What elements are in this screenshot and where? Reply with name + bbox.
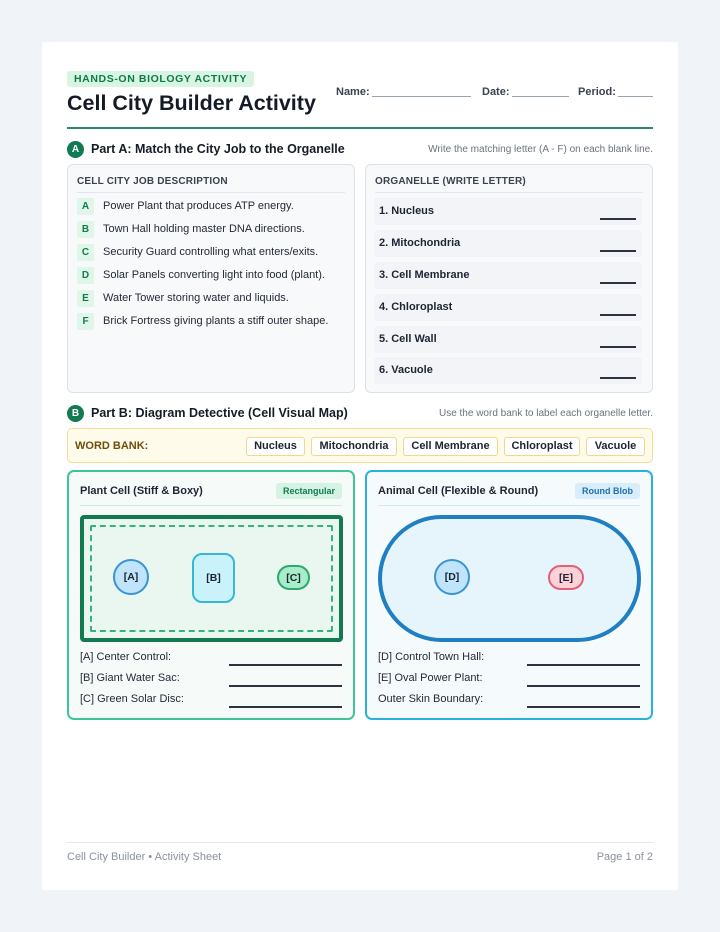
activity-sheet	[42, 42, 678, 890]
animal-cell-card	[365, 470, 653, 720]
date-line	[512, 96, 569, 97]
organelle-name: 5. Cell Wall	[379, 333, 437, 345]
period-label: Period:	[578, 86, 616, 98]
answer-blank[interactable]	[600, 314, 636, 316]
part-a-badge: A	[67, 141, 84, 158]
job-item	[77, 244, 347, 261]
jobs-divider	[77, 192, 345, 193]
answer-blank[interactable]	[600, 377, 636, 379]
footer-divider	[67, 842, 653, 843]
period-field[interactable]	[578, 86, 616, 98]
job-letter: D	[77, 267, 94, 284]
organelle-name: 3. Cell Membrane	[379, 269, 470, 281]
job-letter: C	[77, 244, 94, 261]
answer-blank[interactable]	[600, 346, 636, 348]
job-text: Brick Fortress giving plants a stiff outer shape.	[103, 315, 329, 327]
part-a-hint: Write the matching letter (A - F) on each blank line.	[428, 144, 653, 155]
organelles-panel	[365, 164, 653, 393]
label-row	[378, 693, 640, 709]
organelle-row	[374, 326, 642, 353]
organelle-name: 1. Nucleus	[379, 205, 435, 217]
label-row	[378, 651, 640, 667]
job-text: Water Tower storing water and liquids.	[103, 292, 289, 304]
answer-blank[interactable]	[229, 664, 342, 666]
organelle-row	[374, 262, 642, 289]
animal-cell-title: Animal Cell (Flexible & Round)	[378, 485, 539, 497]
organelle-name: 4. Chloroplast	[379, 301, 453, 313]
label-text: Outer Skin Boundary:	[378, 693, 484, 705]
plant-shape-tag: Rectangular	[276, 483, 342, 499]
answer-blank[interactable]	[600, 250, 636, 252]
job-item	[77, 198, 347, 215]
organelles-header: ORGANELLE (WRITE LETTER)	[375, 176, 526, 187]
marker-c: [C]	[277, 565, 310, 590]
plant-divider	[80, 505, 342, 506]
page-title: Cell City Builder Activity	[67, 91, 316, 115]
date-field[interactable]	[482, 86, 510, 98]
answer-blank[interactable]	[527, 685, 640, 687]
part-b-hint: Use the word bank to label each organelle letter.	[438, 408, 653, 419]
word-chip: Nucleus	[246, 437, 305, 456]
jobs-panel	[67, 164, 355, 393]
job-letter: E	[77, 290, 94, 307]
plant-cell-title: Plant Cell (Stiff & Boxy)	[80, 485, 203, 497]
marker-d: [D]	[434, 559, 470, 595]
period-line	[618, 96, 653, 97]
label-row	[80, 672, 342, 688]
word-bank-label: WORD BANK:	[75, 440, 149, 452]
label-text: [E] Oval Power Plant:	[378, 672, 483, 684]
job-item	[77, 290, 347, 307]
animal-cell-membrane	[378, 515, 641, 642]
word-bank	[67, 428, 653, 463]
animal-shape-tag: Round Blob	[575, 483, 640, 499]
marker-a: [A]	[113, 559, 149, 595]
label-text: [D] Control Town Hall:	[378, 651, 485, 663]
animal-divider	[378, 505, 640, 506]
organelle-row	[374, 294, 642, 321]
job-text: Power Plant that produces ATP energy.	[103, 200, 294, 212]
job-item	[77, 267, 347, 284]
organelle-row	[374, 357, 642, 384]
name-field[interactable]	[336, 86, 370, 98]
word-chip: Chloroplast	[504, 437, 580, 456]
organelle-name: 2. Mitochondria	[379, 237, 461, 249]
marker-e: [E]	[548, 565, 584, 590]
part-b-title: Part B: Diagram Detective (Cell Visual Map)	[91, 406, 348, 420]
page-number: Page 1 of 2	[596, 851, 653, 863]
activity-tag: HANDS-ON BIOLOGY ACTIVITY	[67, 71, 254, 87]
part-b-badge: B	[67, 405, 84, 422]
header-divider	[67, 127, 653, 129]
organelle-row	[374, 230, 642, 257]
answer-blank[interactable]	[229, 706, 342, 708]
job-letter: A	[77, 198, 94, 215]
job-item	[77, 313, 347, 330]
label-row	[378, 672, 640, 688]
job-text: Security Guard controlling what enters/exits.	[103, 246, 319, 258]
answer-blank[interactable]	[527, 706, 640, 708]
jobs-header: CELL CITY JOB DESCRIPTION	[77, 176, 228, 187]
job-letter: F	[77, 313, 94, 330]
marker-b: [B]	[192, 553, 235, 603]
answer-blank[interactable]	[600, 218, 636, 220]
label-text: [B] Giant Water Sac:	[80, 672, 180, 684]
job-text: Town Hall holding master DNA directions.	[103, 223, 305, 235]
answer-blank[interactable]	[527, 664, 640, 666]
job-item	[77, 221, 347, 238]
organelles-divider	[375, 192, 643, 193]
plant-cell-card	[67, 470, 355, 720]
answer-blank[interactable]	[229, 685, 342, 687]
label-text: [A] Center Control:	[80, 651, 172, 663]
name-label: Name:	[336, 86, 370, 98]
word-chip: Cell Membrane	[403, 437, 498, 456]
job-letter: B	[77, 221, 94, 238]
organelle-name: 6. Vacuole	[379, 364, 433, 376]
word-chip: Mitochondria	[311, 437, 397, 456]
part-a-title: Part A: Match the City Job to the Organelle	[91, 142, 345, 156]
job-text: Solar Panels converting light into food (plant).	[103, 269, 325, 281]
organelle-row	[374, 198, 642, 225]
answer-blank[interactable]	[600, 282, 636, 284]
word-chip: Vacuole	[586, 437, 645, 456]
date-label: Date:	[482, 86, 510, 98]
label-row	[80, 651, 342, 667]
footer-left: Cell City Builder • Activity Sheet	[67, 851, 222, 863]
label-row	[80, 693, 342, 709]
name-line	[372, 96, 471, 97]
label-text: [C] Green Solar Disc:	[80, 693, 184, 705]
